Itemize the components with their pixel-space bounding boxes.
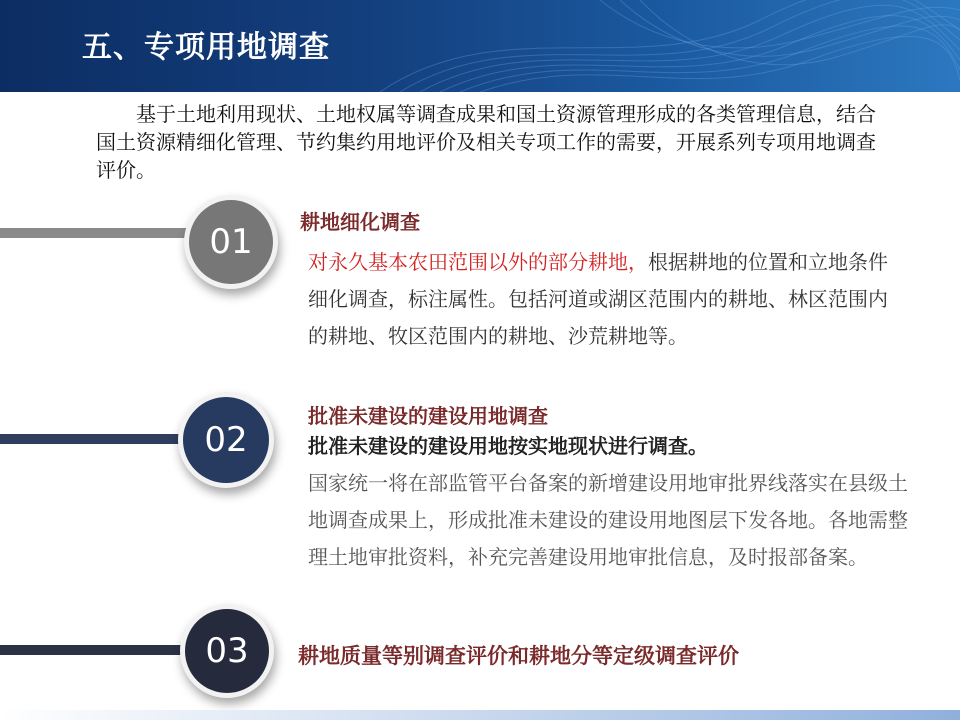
item-1-body [308,244,898,355]
header-banner [0,0,960,92]
item-1-heading: 耕地细化调查 [300,210,420,234]
intro-paragraph [96,100,876,184]
item-1-highlight: 对永久基本农田范围以外的部分耕地， [308,250,648,274]
item-3-number-badge [180,604,274,698]
intro-text: 基于土地利用现状、土地权属等调查成果和国土资源管理形成的各类管理信息，结合国土资源精细化管理、节约集约用地评价及相关专项工作的需要，开展系列专项用地调查评价。 [96,102,876,182]
item-3-heading: 耕地质量等别调查评价和耕地分等定级调查评价 [298,644,739,668]
item-1-number-badge [184,195,278,289]
item-3-number: 03 [205,631,249,671]
item-1-number: 01 [209,222,253,262]
item-2-text: 国家统一将在部监管平台备案的新增建设用地审批界线落实在县级土地调查成果上，形成批准未建设的建设用地图层下发各地。各地需整理土地审批资料，补充完善建设用地审批信息，及时报部备案。 [308,471,908,569]
footer-gradient-line [0,710,960,720]
item-2-body [308,428,918,576]
item-2-number-badge [178,392,274,488]
page-title: 五、专项用地调查 [82,30,330,65]
item-1-text: 根据耕地的位置和立地条件细化调查，标注属性。包括河道或湖区范围内的耕地、林区范围内的耕地、牧区范围内的耕地、沙荒耕地等。 [308,250,888,348]
item-2-heading: 批准未建设的建设用地调查 [308,404,548,428]
item-2-number: 02 [204,420,248,460]
item-2-bold-line: 批准未建设的建设用地按实地现状进行调查。 [308,434,708,458]
